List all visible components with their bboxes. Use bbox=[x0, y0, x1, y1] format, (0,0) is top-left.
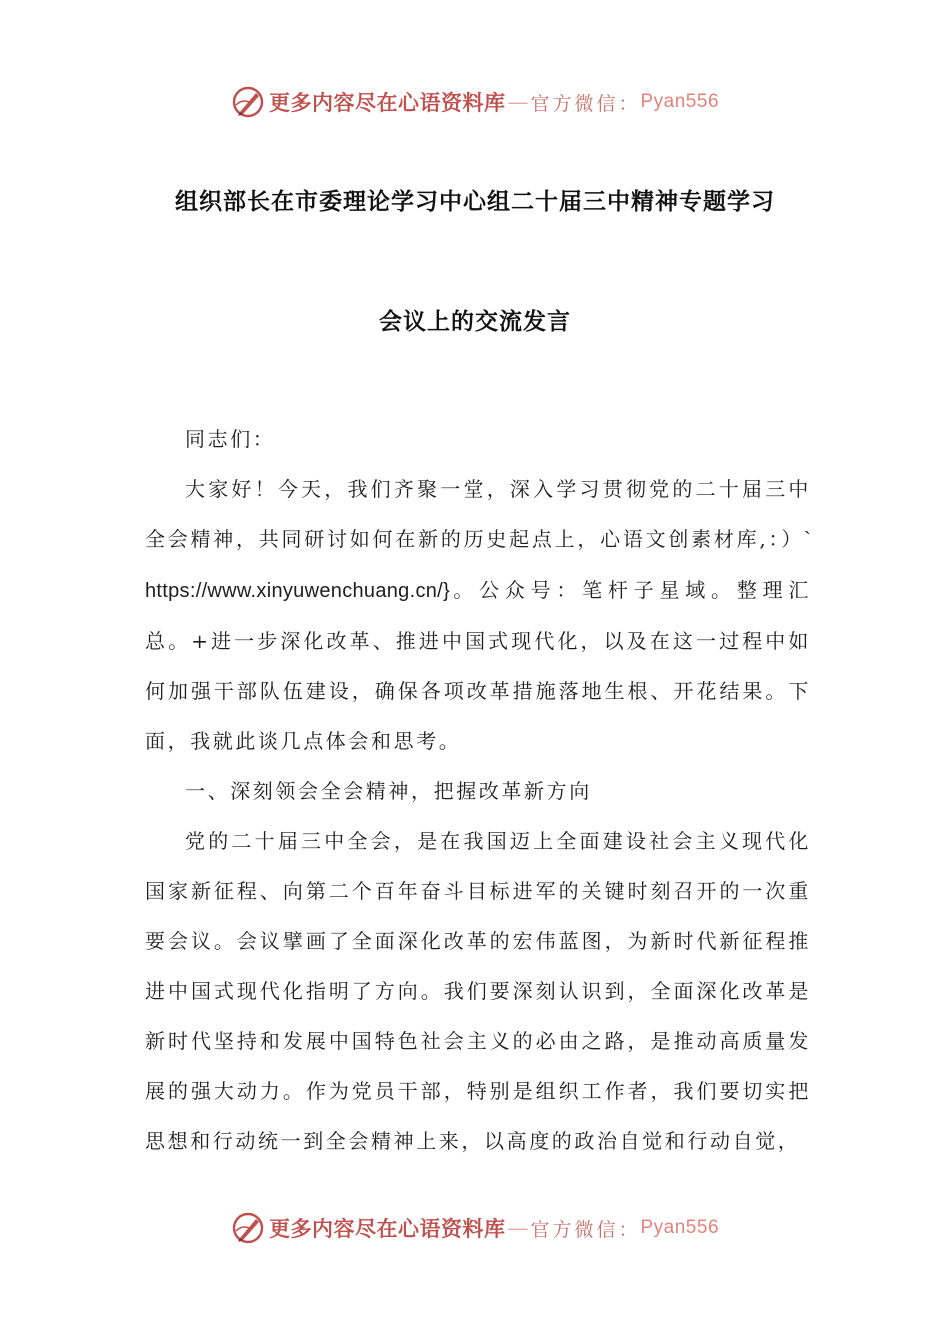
pen-logo-icon bbox=[231, 1211, 265, 1245]
watermark-wechat-label: 官方微信： bbox=[530, 92, 641, 115]
paragraph-opening-text: 大家好！今天，我们齐聚一堂，深入学习贯彻党的二十届三中全会精神，共同研讨如何在新的历史起点上，心语文创素材库,：） bbox=[145, 477, 811, 551]
salutation: 同志们： bbox=[185, 427, 276, 451]
watermark-wechat-label: 官方微信： bbox=[530, 1218, 641, 1241]
document-body bbox=[145, 414, 811, 1166]
document-title-line-2: 会议上的交流发言 bbox=[379, 309, 571, 335]
watermark-main-text: 更多内容尽在心语资料库 bbox=[268, 1216, 506, 1241]
paragraph-opening-continued: 。公众号：笔杆子星域。整理汇总。+进一步深化改革、推进中国式现代化，以及在这一过程中如何加强干部队伍建设，确保各项改革措施落地生根、开花结果。下面，我就此谈几点体会和思考。 bbox=[145, 578, 811, 753]
watermark-main-text: 更多内容尽在心语资料库 bbox=[268, 90, 506, 115]
watermark-banner-bottom bbox=[0, 1208, 950, 1248]
pen-logo-icon bbox=[231, 85, 265, 119]
paragraph-section-1: 党的二十届三中全会，是在我国迈上全面建设社会主义现代化国家新征程、向第二个百年奋斗目标进军的关键时刻召开的一次重要会议。会议擘画了全面深化改革的宏伟蓝图，为新时代新征程推进中国式现代化指明了方向。我们要深刻认识到，全面深化改革是新时代坚持和发展中国特色社会主义的必由之路，是推动高质量发展的强大动力。作为党员干部，特别是组织工作者，我们要切实把思想和行动统一到全会精神上来，以高度的政治自觉和行动自觉， bbox=[145, 829, 811, 1153]
paragraph-opening bbox=[145, 464, 811, 766]
source-url: `https://www.xinyuwenchuang.cn/} bbox=[145, 529, 811, 602]
section-heading: 一、深刻领会全会精神，把握改革新方向 bbox=[185, 779, 592, 803]
watermark-separator: — bbox=[507, 90, 529, 114]
watermark-separator: — bbox=[507, 1216, 529, 1240]
watermark-banner-top bbox=[0, 82, 950, 122]
document-title-line-1: 组织部长在市委理论学习中心组二十届三中精神专题学习 bbox=[175, 189, 775, 215]
watermark-wechat-id: Pyan556 bbox=[640, 91, 720, 112]
watermark-wechat-id: Pyan556 bbox=[640, 1217, 720, 1238]
